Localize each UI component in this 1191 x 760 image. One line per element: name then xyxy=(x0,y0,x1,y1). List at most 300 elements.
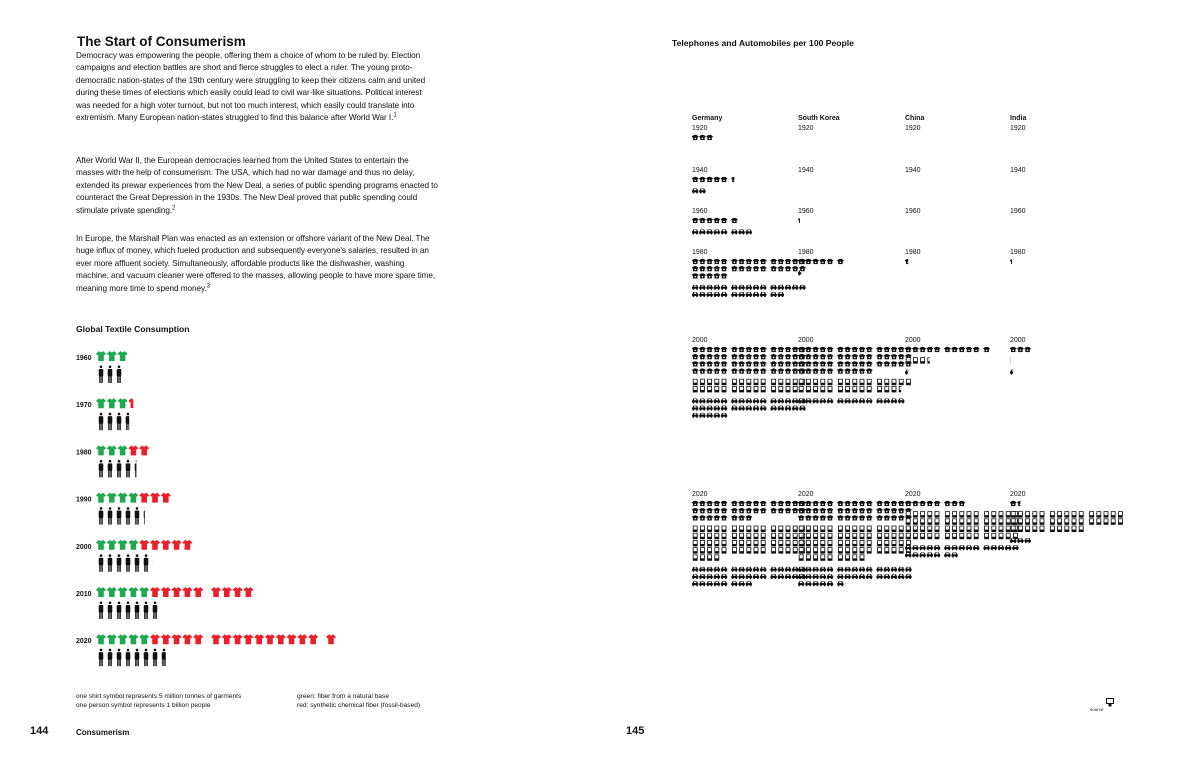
mobile-phone-icon xyxy=(892,547,897,553)
telephone-icon xyxy=(699,347,705,352)
telephone-icon xyxy=(876,354,882,359)
mobile-phone-icon xyxy=(860,547,865,553)
telephone-icon xyxy=(798,501,804,506)
mobile-phone-icon xyxy=(906,379,911,385)
mobile-phone-icon xyxy=(714,540,719,546)
mobile-phone-icon xyxy=(952,533,957,539)
telephone-icon xyxy=(714,515,720,520)
telephone-icon xyxy=(699,508,705,513)
phones-chart-svg xyxy=(690,110,1130,670)
person-icon-2010 xyxy=(126,601,131,619)
person-icon-2020 xyxy=(162,649,167,667)
automobile-icon xyxy=(721,229,727,234)
mobile-phone-icon xyxy=(799,554,804,560)
mobile-phone-icon xyxy=(813,547,818,553)
telephone-icon xyxy=(866,501,872,506)
synthetic-shirt-2020 xyxy=(233,634,243,644)
telephone-icon xyxy=(805,361,811,366)
mobile-phone-icon xyxy=(959,511,964,517)
telephone-icon xyxy=(798,508,804,513)
mobile-phone-icon xyxy=(746,547,751,553)
telephone-icon xyxy=(699,354,705,359)
mobile-phone-icon xyxy=(820,526,825,532)
mobile-phone-icon xyxy=(771,540,776,546)
footnote-mark-1: 1 xyxy=(393,112,397,119)
mobile-phone-icon xyxy=(999,518,1004,524)
automobile-icon xyxy=(731,574,737,579)
telephone-icon xyxy=(844,501,850,506)
mobile-phone-icon xyxy=(828,533,833,539)
automobile-icon xyxy=(753,574,759,579)
telephone-icon xyxy=(844,354,850,359)
mobile-phone-icon xyxy=(884,547,889,553)
mobile-phone-icon xyxy=(771,547,776,553)
telephone-icon xyxy=(778,266,784,271)
mobile-phone-icon xyxy=(884,379,889,385)
telephone-icon xyxy=(859,515,865,520)
synthetic-shirt-2020 xyxy=(287,634,297,644)
synthetic-shirt-2010 xyxy=(182,587,192,597)
telephone-icon xyxy=(884,515,890,520)
mobile-phone-icon xyxy=(1104,518,1109,524)
automobile-icon xyxy=(827,398,833,403)
telephone-icon xyxy=(692,508,698,513)
mobile-phone-icon xyxy=(845,547,850,553)
automobile-icon xyxy=(778,406,784,411)
mobile-phone-icon xyxy=(778,386,783,392)
automobile-icon xyxy=(852,567,858,572)
natural-shirt-2010 xyxy=(128,587,138,597)
telephone-icon xyxy=(891,501,897,506)
telephone-icon xyxy=(805,354,811,359)
automobile-icon xyxy=(898,574,904,579)
telephone-icon xyxy=(731,501,737,506)
mobile-phone-icon xyxy=(778,547,783,553)
mobile-phone-icon xyxy=(820,386,825,392)
person-icon-1990 xyxy=(126,507,131,525)
mobile-phone-icon xyxy=(899,533,904,539)
synthetic-shirt-2000 xyxy=(182,540,192,550)
year-label-germany-1960: 1960 xyxy=(692,208,708,215)
mobile-phone-icon xyxy=(714,554,719,560)
synthetic-shirt-2020 xyxy=(222,634,232,644)
automobile-icon xyxy=(714,567,720,572)
person-icon-1960 xyxy=(108,365,113,383)
telephone-icon xyxy=(692,135,698,140)
mobile-phone-icon xyxy=(799,547,804,553)
automobile-icon xyxy=(706,406,712,411)
automobile-icon xyxy=(746,292,752,297)
year-label-germany-2020: 2020 xyxy=(692,491,708,498)
mobile-phone-icon xyxy=(1040,526,1045,532)
automobile-icon xyxy=(884,567,890,572)
telephone-icon xyxy=(837,368,843,373)
telephone-icon xyxy=(699,135,705,140)
mobile-phone-icon xyxy=(967,511,972,517)
automobile-icon xyxy=(1017,538,1023,543)
synthetic-shirt-2020 xyxy=(161,634,171,644)
automobile-icon xyxy=(738,581,744,586)
automobile-icon xyxy=(785,398,791,403)
telephone-icon xyxy=(827,354,833,359)
automobile-icon xyxy=(951,545,957,550)
automobile-icon xyxy=(706,292,712,297)
person-icon-2000 xyxy=(144,554,149,572)
telephone-icon xyxy=(699,266,705,271)
synthetic-shirt-1970 xyxy=(128,398,138,408)
telephone-icon xyxy=(876,501,882,506)
mobile-phone-icon xyxy=(906,357,911,363)
telephone-icon xyxy=(746,361,752,366)
telephone-icon xyxy=(738,508,744,513)
mobile-phone-icon xyxy=(799,540,804,546)
automobile-icon xyxy=(799,406,805,411)
synthetic-shirt-2010 xyxy=(193,587,203,597)
telephone-icon xyxy=(706,368,712,373)
telephone-icon xyxy=(770,368,776,373)
mobile-phone-icon xyxy=(906,533,911,539)
person-icon-1980 xyxy=(117,460,122,478)
legend-right xyxy=(297,692,420,710)
year-label-china-2000: 2000 xyxy=(905,337,921,344)
telephones-automobiles-pictogram xyxy=(690,110,1130,670)
telephone-icon xyxy=(919,501,925,506)
mobile-phone-icon xyxy=(852,547,857,553)
mobile-phone-icon xyxy=(754,526,759,532)
mobile-phone-icon xyxy=(945,518,950,524)
telephone-icon xyxy=(805,347,811,352)
telephone-icon xyxy=(721,361,727,366)
telephone-icon xyxy=(798,368,804,373)
telephone-icon xyxy=(798,347,804,352)
telephone-icon xyxy=(820,515,826,520)
telephone-icon xyxy=(770,361,776,366)
mobile-phone-icon xyxy=(813,386,818,392)
mobile-phone-icon xyxy=(952,511,957,517)
telephone-icon xyxy=(714,368,720,373)
mobile-phone-icon xyxy=(1006,511,1011,517)
telephone-icon xyxy=(721,515,727,520)
automobile-icon xyxy=(792,406,798,411)
mobile-phone-icon xyxy=(693,533,698,539)
telephone-icon xyxy=(792,259,798,264)
telephone-icon xyxy=(798,218,804,223)
natural-shirt-1960 xyxy=(107,351,117,361)
automobile-icon xyxy=(905,574,911,579)
mobile-phone-icon xyxy=(906,526,911,532)
synthetic-shirt-2020 xyxy=(182,634,192,644)
mobile-phone-icon xyxy=(984,526,989,532)
mobile-phone-icon xyxy=(884,533,889,539)
mobile-phone-icon xyxy=(899,547,904,553)
natural-shirt-2000 xyxy=(128,540,138,550)
mobile-phone-icon xyxy=(746,379,751,385)
telephone-icon xyxy=(805,259,811,264)
year-label-india-2000: 2000 xyxy=(1010,337,1026,344)
automobile-icon xyxy=(746,581,752,586)
automobile-icon xyxy=(731,398,737,403)
mobile-phone-icon xyxy=(732,526,737,532)
telephone-icon xyxy=(866,508,872,513)
telephone-icon xyxy=(746,368,752,373)
mobile-phone-icon xyxy=(913,526,918,532)
mobile-phone-icon xyxy=(959,533,964,539)
telephone-icon xyxy=(859,368,865,373)
person-icon-1980 xyxy=(108,460,113,478)
mobile-phone-icon xyxy=(935,518,940,524)
telephone-icon xyxy=(785,347,791,352)
telephone-icon xyxy=(852,354,858,359)
automobile-icon xyxy=(770,285,776,290)
source-icon xyxy=(1106,698,1114,707)
mobile-phone-icon xyxy=(927,511,932,517)
person-icon-2020 xyxy=(135,649,140,667)
telephone-icon xyxy=(798,515,804,520)
telephone-icon xyxy=(934,347,940,352)
telephone-icon xyxy=(827,347,833,352)
mobile-phone-icon xyxy=(838,533,843,539)
telephone-icon xyxy=(778,501,784,506)
mobile-phone-icon xyxy=(1025,526,1030,532)
automobile-icon xyxy=(820,398,826,403)
telephone-icon xyxy=(706,266,712,271)
mobile-phone-icon xyxy=(884,540,889,546)
synthetic-shirt-2010 xyxy=(161,587,171,597)
automobile-icon xyxy=(876,567,882,572)
telephone-icon xyxy=(812,508,818,513)
automobile-icon xyxy=(714,574,720,579)
telephone-icon xyxy=(692,266,698,271)
telephone-icon xyxy=(844,361,850,366)
automobile-icon xyxy=(721,574,727,579)
automobile-icon xyxy=(738,406,744,411)
telephone-icon xyxy=(852,515,858,520)
telephone-icon xyxy=(699,273,705,278)
year-label-germany-1920: 1920 xyxy=(692,125,708,132)
automobile-icon xyxy=(731,406,737,411)
telephone-icon xyxy=(699,368,705,373)
mobile-phone-icon xyxy=(845,554,850,560)
automobile-icon xyxy=(753,285,759,290)
synthetic-shirt-1990 xyxy=(150,493,160,503)
footnote-mark-3: 3 xyxy=(206,282,210,289)
automobile-icon xyxy=(859,574,865,579)
natural-shirt-2020 xyxy=(96,634,106,644)
mobile-phone-icon xyxy=(1118,518,1123,524)
natural-shirt-1970 xyxy=(96,398,106,408)
natural-shirt-2010 xyxy=(139,587,149,597)
mobile-phone-icon xyxy=(884,386,889,392)
telephone-icon xyxy=(721,508,727,513)
telephone-icon xyxy=(778,347,784,352)
mobile-phone-icon xyxy=(700,526,705,532)
telephone-icon xyxy=(753,259,759,264)
automobile-icon xyxy=(721,398,727,403)
year-label-germany-2000: 2000 xyxy=(692,337,708,344)
mobile-phone-icon xyxy=(820,379,825,385)
telephone-icon xyxy=(859,501,865,506)
paragraph-1-text: Democracy was empowering the people, offering them a choice of whom to be ruled by. Election campaigns and election battles are short and fierce struggles to elect a ruler. The young proto-democratic nation-states of the 19th century were struggling to keep their citizens calm and united during these times of elections which easily could lead to civil war-like situations. Political interest was needed for a high voter turnout, but not too much interest, which easily could translate into extremism. Many European nation-states struggled to find this balance after World War I. xyxy=(76,51,426,123)
telephone-icon xyxy=(792,368,798,373)
automobile-icon xyxy=(699,413,705,418)
mobile-phone-icon xyxy=(707,533,712,539)
telephone-icon xyxy=(706,515,712,520)
telephone-icon xyxy=(692,259,698,264)
telephone-icon xyxy=(692,273,698,278)
mobile-phone-icon xyxy=(927,533,932,539)
automobile-icon xyxy=(973,545,979,550)
person-icon-1990 xyxy=(135,507,140,525)
mobile-phone-icon xyxy=(991,511,996,517)
telephone-icon xyxy=(1017,501,1023,506)
year-label-germany-1980: 1980 xyxy=(692,249,708,256)
automobile-icon xyxy=(778,567,784,572)
automobile-icon xyxy=(699,581,705,586)
telephone-icon xyxy=(905,501,911,506)
automobile-icon xyxy=(792,574,798,579)
year-label-south-korea-2000: 2000 xyxy=(798,337,814,344)
automobile-icon xyxy=(746,285,752,290)
mobile-phone-icon xyxy=(820,547,825,553)
automobile-icon xyxy=(699,292,705,297)
mobile-phone-icon xyxy=(1064,518,1069,524)
telephone-icon xyxy=(721,259,727,264)
synthetic-shirt-2020 xyxy=(243,634,253,644)
mobile-phone-icon xyxy=(799,533,804,539)
year-label-india-1980: 1980 xyxy=(1010,249,1026,256)
natural-shirt-2000 xyxy=(118,540,128,550)
automobile-icon xyxy=(812,567,818,572)
automobile-icon xyxy=(778,292,784,297)
automobile-icon xyxy=(891,398,897,403)
synthetic-shirt-2010 xyxy=(150,587,160,597)
mobile-phone-icon xyxy=(1072,518,1077,524)
automobile-icon xyxy=(927,552,933,557)
person-icon-1960 xyxy=(99,365,104,383)
automobile-icon xyxy=(912,552,918,557)
telephone-icon xyxy=(827,501,833,506)
telephone-icon xyxy=(699,259,705,264)
telephone-icon xyxy=(699,501,705,506)
natural-shirt-2010 xyxy=(118,587,128,597)
telephone-icon xyxy=(876,361,882,366)
year-label-china-1960: 1960 xyxy=(905,208,921,215)
mobile-phone-icon xyxy=(799,386,804,392)
country-header-india: India xyxy=(1010,115,1027,122)
automobile-icon xyxy=(770,398,776,403)
mobile-phone-icon xyxy=(1104,511,1109,517)
automobile-icon xyxy=(692,567,698,572)
telephone-icon xyxy=(731,354,737,359)
automobile-icon xyxy=(837,581,843,586)
mobile-phone-icon xyxy=(1057,511,1062,517)
mobile-phone-icon xyxy=(761,379,766,385)
telephone-icon xyxy=(792,501,798,506)
telephone-icon xyxy=(731,177,737,182)
telephone-icon xyxy=(927,347,933,352)
automobile-icon xyxy=(770,406,776,411)
automobile-icon xyxy=(692,406,698,411)
person-icon-2000 xyxy=(117,554,122,572)
telephone-icon xyxy=(798,361,804,366)
automobile-icon xyxy=(884,398,890,403)
automobile-icon xyxy=(785,285,791,290)
person-icon-1990 xyxy=(144,507,149,525)
telephone-icon xyxy=(706,218,712,223)
mobile-phone-icon xyxy=(852,540,857,546)
telephone-icon xyxy=(812,354,818,359)
mobile-phone-icon xyxy=(867,526,872,532)
section-title: The Start of Consumerism xyxy=(77,34,246,49)
synthetic-shirt-2020 xyxy=(276,634,286,644)
synthetic-shirt-2020 xyxy=(265,634,275,644)
automobile-icon xyxy=(983,545,989,550)
year-label-south-korea-2020: 2020 xyxy=(798,491,814,498)
legend-green: green: fiber from a natural base xyxy=(297,693,389,700)
mobile-phone-icon xyxy=(739,540,744,546)
person-icon-2000 xyxy=(126,554,131,572)
telephone-icon xyxy=(760,266,766,271)
mobile-phone-icon xyxy=(799,526,804,532)
telephone-icon xyxy=(778,508,784,513)
automobile-icon xyxy=(770,567,776,572)
person-icon-1960 xyxy=(117,365,122,383)
automobile-icon xyxy=(706,229,712,234)
mobile-phone-icon xyxy=(786,547,791,553)
telephone-icon xyxy=(714,273,720,278)
telephone-icon xyxy=(812,259,818,264)
automobile-icon xyxy=(746,567,752,572)
automobile-icon xyxy=(692,574,698,579)
mobile-phone-icon xyxy=(693,526,698,532)
telephone-icon xyxy=(785,259,791,264)
automobile-icon xyxy=(827,581,833,586)
mobile-phone-icon xyxy=(693,540,698,546)
mobile-phone-icon xyxy=(984,518,989,524)
mobile-phone-icon xyxy=(860,540,865,546)
country-header-china: China xyxy=(905,115,925,122)
telephone-icon xyxy=(706,177,712,182)
mobile-phone-icon xyxy=(1011,511,1016,517)
year-label-china-1920: 1920 xyxy=(905,125,921,132)
telephone-icon xyxy=(891,361,897,366)
automobile-icon xyxy=(866,398,872,403)
automobile-icon xyxy=(820,574,826,579)
automobile-icon xyxy=(753,406,759,411)
automobile-icon xyxy=(844,567,850,572)
mobile-phone-icon xyxy=(935,511,940,517)
automobile-icon xyxy=(770,574,776,579)
mobile-phone-icon xyxy=(927,518,932,524)
telephone-icon xyxy=(792,361,798,366)
telephone-icon xyxy=(746,259,752,264)
mobile-phone-icon xyxy=(761,526,766,532)
automobile-icon xyxy=(944,552,950,557)
automobile-icon xyxy=(934,545,940,550)
telephone-icon xyxy=(891,508,897,513)
mobile-phone-icon xyxy=(754,547,759,553)
telephone-icon xyxy=(706,273,712,278)
textile-chart-svg xyxy=(76,345,456,675)
automobile-icon xyxy=(760,406,766,411)
mobile-phone-icon xyxy=(693,547,698,553)
telephone-icon xyxy=(778,368,784,373)
automobile-icon xyxy=(731,229,737,234)
telephone-icon xyxy=(714,347,720,352)
year-label-1980: 1980 xyxy=(76,449,92,457)
automobile-icon xyxy=(799,285,805,290)
telephone-icon xyxy=(884,501,890,506)
